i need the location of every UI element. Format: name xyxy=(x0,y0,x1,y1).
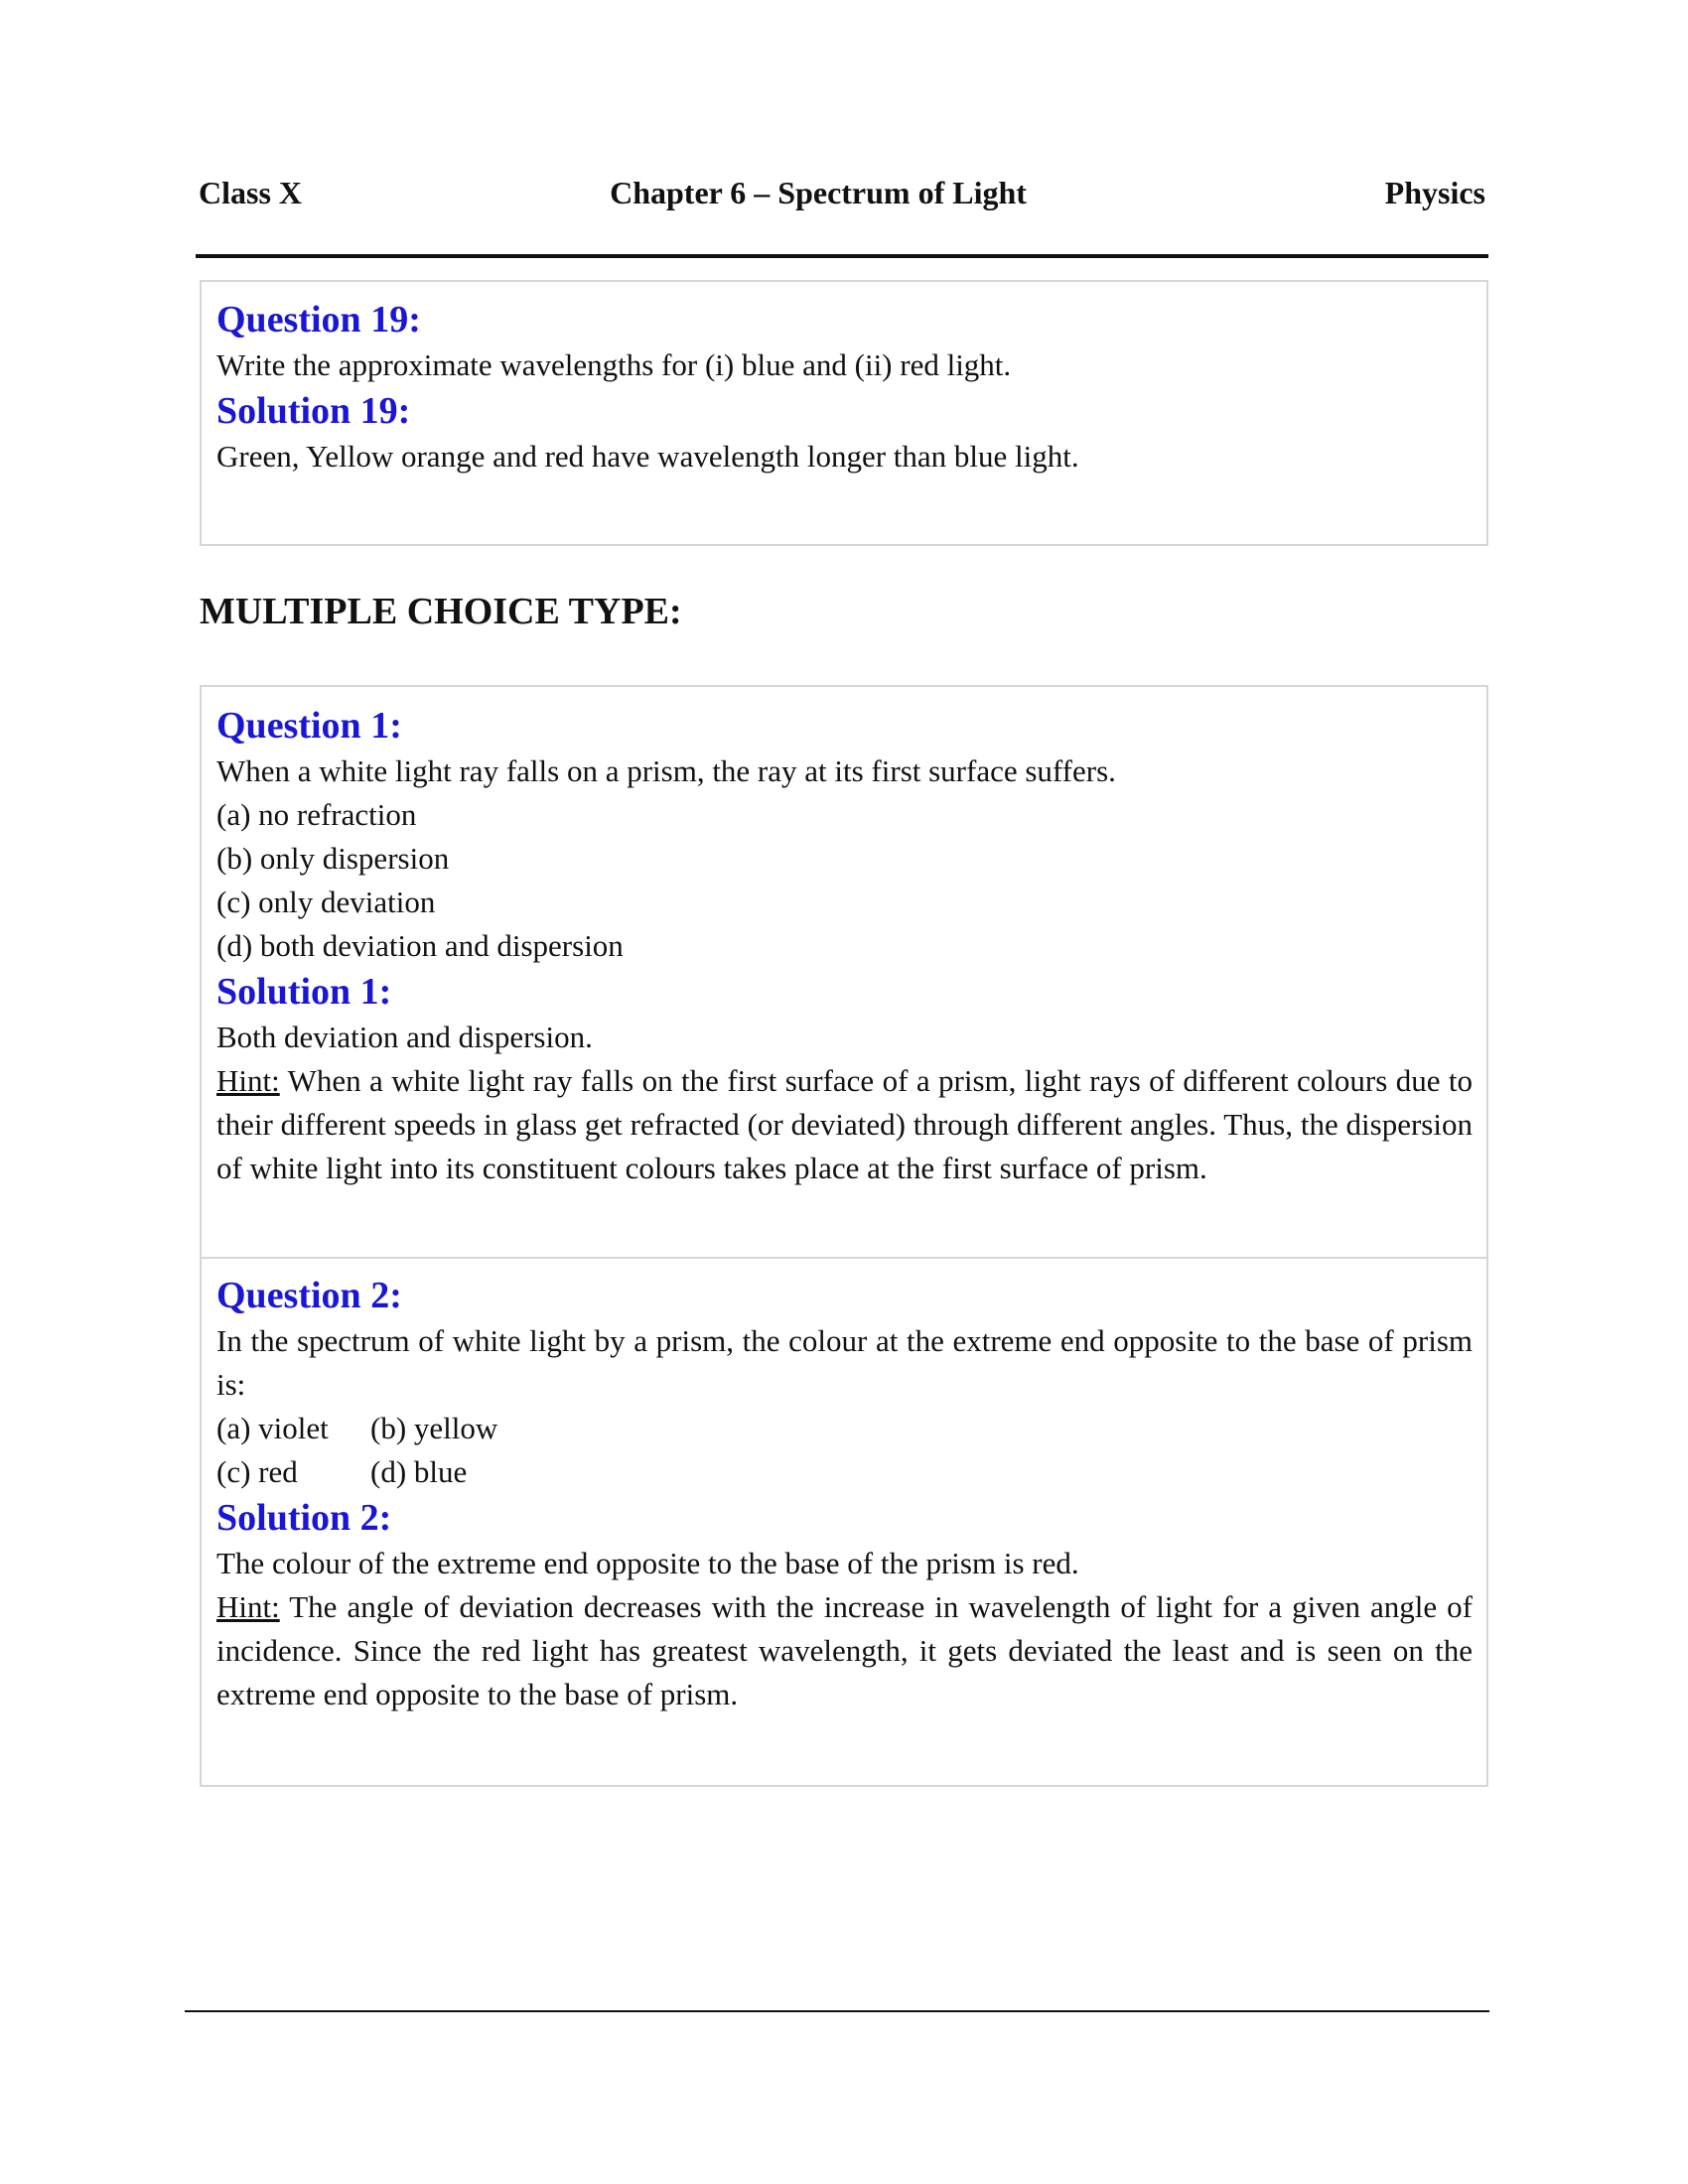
question-2-text: In the spectrum of white light by a prism, the colour at the extreme end opposite to the base of prism is: xyxy=(216,1323,1473,1402)
question-divider xyxy=(202,1257,1486,1259)
hint-text: When a white light ray falls on the first surface of a prism, light rays of different colours due to their different speeds in glass get refracted (or deviated) through different angles. Thus, the dispersion of white light into its constituent colours takes place at the first surface of prism. xyxy=(216,1063,1473,1185)
class-label: Class X xyxy=(199,175,303,210)
solution-1-hint xyxy=(216,1059,1473,1190)
question-19-text: Write the approximate wavelengths for (i) blue and (ii) red light. xyxy=(216,347,1012,382)
solution-2-answer: The colour of the extreme end opposite to the base of the prism is red. xyxy=(216,1546,1079,1580)
question-1-block xyxy=(216,702,1473,1190)
solution-2-hint xyxy=(216,1585,1473,1716)
subject-label: Physics xyxy=(1384,175,1485,210)
question-2-option-d: (d) blue xyxy=(370,1454,468,1489)
question-2-heading: Question 2: xyxy=(216,1275,402,1316)
chapter-title: Chapter 6 – Spectrum of Light xyxy=(610,175,1027,210)
section-title: MULTIPLE CHOICE TYPE: xyxy=(200,591,682,632)
question-2-option-b: (b) yellow xyxy=(370,1411,498,1445)
question-1-text: When a white light ray falls on a prism, the ray at its first surface suffers. xyxy=(216,753,1116,788)
solution-1-answer: Both deviation and dispersion. xyxy=(216,1020,593,1054)
solution-19-heading: Solution 19: xyxy=(216,390,411,432)
solution-19-text: Green, Yellow orange and red have wavelength longer than blue light. xyxy=(216,439,1079,474)
hint-text: The angle of deviation decreases with the increase in wavelength of light for a given angle of incidence. Since the red light has greatest wavelength, it gets deviated the least and is seen on the extreme end opposite to the base of prism. xyxy=(216,1589,1473,1711)
question-1-option-d: (d) both deviation and dispersion xyxy=(216,928,624,963)
question-1-option-b: (b) only dispersion xyxy=(216,841,450,876)
footer-divider xyxy=(185,2010,1489,2012)
page-header xyxy=(199,175,1485,220)
solution-2-heading: Solution 2: xyxy=(216,1497,392,1539)
solution-1-heading: Solution 1: xyxy=(216,971,392,1013)
question-19-heading: Question 19: xyxy=(216,299,421,341)
question-2-option-c: (c) red xyxy=(216,1454,298,1489)
question-1-option-c: (c) only deviation xyxy=(216,885,436,919)
multiple-choice-box xyxy=(200,685,1488,1787)
question-1-option-a: (a) no refraction xyxy=(216,797,417,832)
header-divider xyxy=(196,254,1488,258)
question-2-options-row-1 xyxy=(216,1407,1473,1450)
hint-label: Hint: xyxy=(216,1589,280,1624)
question-19-box xyxy=(200,280,1488,546)
question-2-block xyxy=(216,1272,1473,1716)
hint-label: Hint: xyxy=(216,1063,280,1098)
question-2-option-a: (a) violet xyxy=(216,1411,329,1445)
question-2-options-row-2 xyxy=(216,1450,1473,1494)
question-1-heading: Question 1: xyxy=(216,705,402,747)
